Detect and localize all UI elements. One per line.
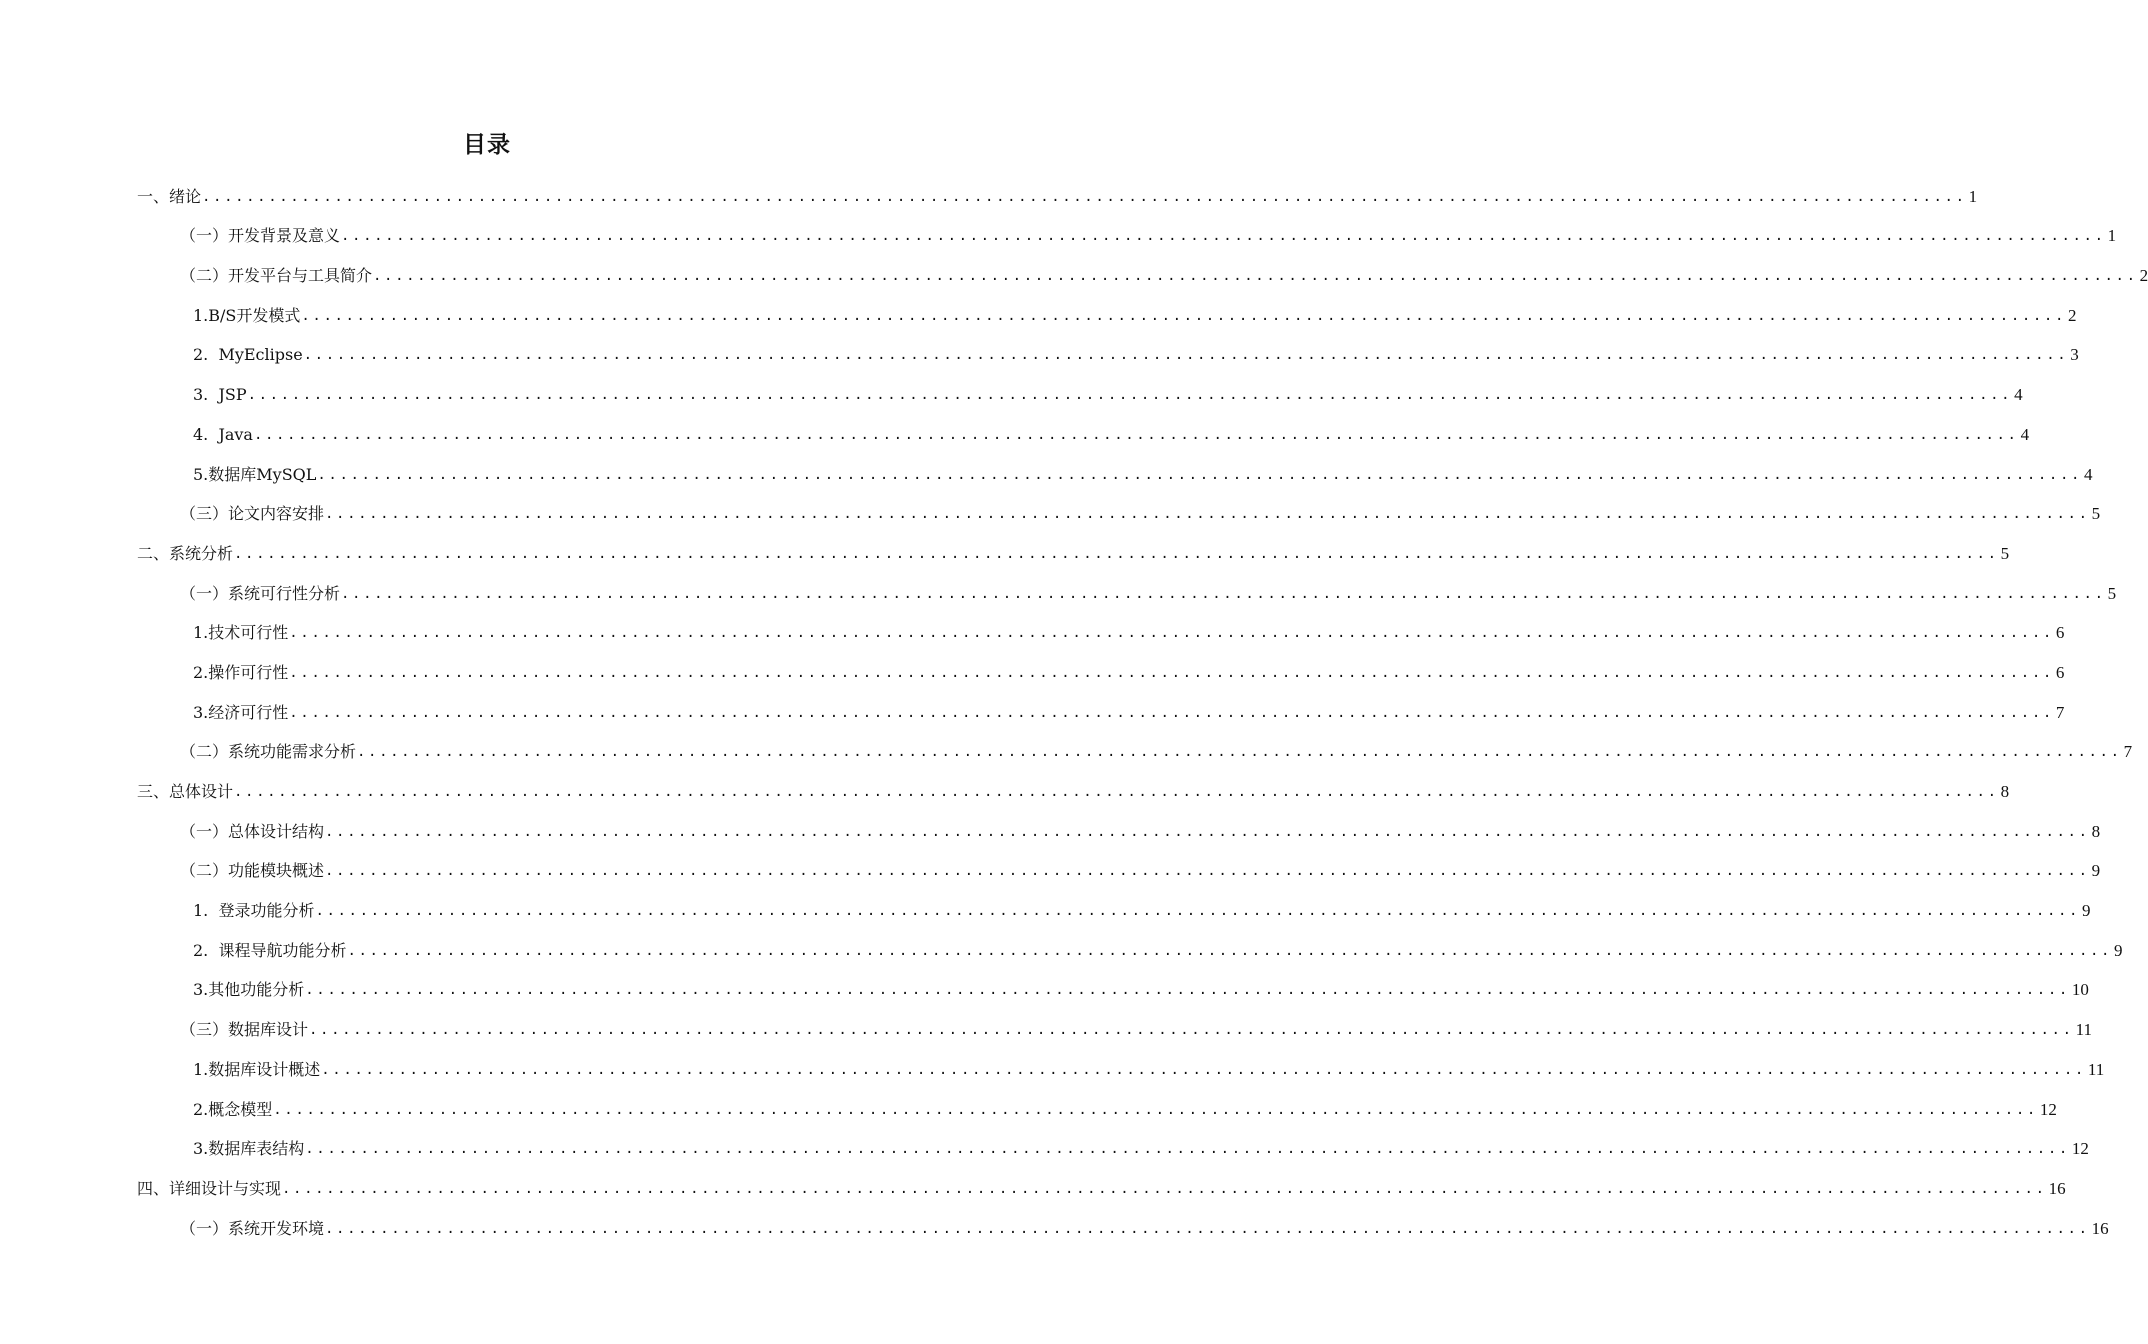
toc-entry[interactable] <box>0 802 2101 842</box>
toc-dot-leader: ................................................................................................................................................................ <box>247 387 2013 404</box>
toc-page-number: 8 <box>2091 821 2101 841</box>
toc-dot-leader: ................................................................................................................................................................ <box>321 1061 2086 1078</box>
toc-dot-leader: ................................................................................................................................................................ <box>315 903 2081 920</box>
toc-dot-leader: ................................................................................................................................................................ <box>303 347 2069 364</box>
toc-entry-text: （二）功能模块概述 <box>180 861 325 881</box>
toc-entry-text: （一）总体设计结构 <box>180 821 325 841</box>
toc-page-number: 11 <box>2087 1059 2105 1079</box>
toc-dot-leader: ................................................................................................................................................................ <box>305 982 2070 999</box>
toc-page-number: 11 <box>2075 1020 2092 1040</box>
toc-dot-leader: ................................................................................................................................................................ <box>373 268 2138 285</box>
toc-dot-leader: ................................................................................................................................................................ <box>289 664 2054 681</box>
toc-entry[interactable] <box>0 246 2148 286</box>
toc-page-number: 9 <box>2114 940 2123 960</box>
toc-dot-leader: ................................................................................................................................................................ <box>325 506 2090 523</box>
toc-entry[interactable] <box>0 961 2089 1001</box>
toc-entry-text: 3.其他功能分析 <box>193 980 305 1000</box>
toc-entry-text: 3. JSP <box>193 385 247 405</box>
toc-entry-text: 2. 课程导航功能分析 <box>193 940 347 960</box>
toc-page-number: 12 <box>2039 1099 2057 1119</box>
toc-page-number: 7 <box>2123 742 2133 762</box>
toc-dot-leader: ................................................................................................................................................................ <box>341 585 2106 602</box>
toc-entry[interactable] <box>0 167 1978 207</box>
toc-entry-text: 2. MyEclipse <box>193 345 303 365</box>
toc-entry-text: 4. Java <box>193 424 253 444</box>
toc-entry[interactable] <box>0 1040 2105 1080</box>
toc-dot-leader: ................................................................................................................................................................ <box>357 744 2122 761</box>
toc-entry[interactable] <box>0 921 2123 961</box>
toc-page-number: 16 <box>2048 1178 2066 1198</box>
toc-page-number: 1 <box>1968 186 1978 206</box>
toc-entry[interactable] <box>0 683 2065 723</box>
toc-dot-leader: ................................................................................................................................................................ <box>289 704 2054 721</box>
toc-entry-text: （三）论文内容安排 <box>180 504 325 524</box>
toc-page-number: 1 <box>2107 226 2117 246</box>
toc-entry[interactable] <box>0 881 2091 921</box>
toc-page-number: 12 <box>2071 1139 2089 1159</box>
toc-page-number: 5 <box>2107 583 2117 603</box>
toc-page-number: 4 <box>2014 385 2023 405</box>
toc-page-number: 4 <box>2084 464 2093 484</box>
toc-page-number: 5 <box>2091 504 2101 524</box>
toc-dot-leader: ................................................................................................................................................................ <box>317 466 2082 483</box>
toc-entry[interactable] <box>0 564 2117 604</box>
toc-entry-text: 四、详细设计与实现 <box>137 1178 282 1198</box>
toc-entry-text: 2.概念模型 <box>193 1099 273 1119</box>
toc-entry[interactable] <box>0 842 2101 882</box>
toc-entry[interactable] <box>0 1159 2066 1199</box>
toc-entry-text: （一）开发背景及意义 <box>180 226 341 246</box>
toc-entry-text: （三）数据库设计 <box>180 1020 309 1040</box>
toc-entry[interactable] <box>0 405 2030 445</box>
toc-entry-text: 1.B/S开发模式 <box>193 305 301 325</box>
toc-entry[interactable] <box>0 326 2079 366</box>
toc-entry-text: 1. 登录功能分析 <box>193 901 315 921</box>
toc-list <box>0 167 2148 1239</box>
toc-entry-text: （二）系统功能需求分析 <box>180 742 357 762</box>
toc-page-number: 7 <box>2055 702 2065 722</box>
toc-entry[interactable] <box>0 1000 2092 1040</box>
toc-entry[interactable] <box>0 762 2010 802</box>
toc-entry[interactable] <box>0 485 2101 525</box>
toc-entry[interactable] <box>0 604 2065 644</box>
toc-page-number: 16 <box>2091 1218 2109 1238</box>
toc-dot-leader: ................................................................................................................................................................ <box>234 784 1999 800</box>
toc-entry[interactable] <box>0 1120 2089 1160</box>
toc-dot-leader: ................................................................................................................................................................ <box>273 1101 2038 1118</box>
toc-page-number: 10 <box>2071 980 2089 1000</box>
toc-entry-text: 二、系统分析 <box>137 543 234 563</box>
toc-entry[interactable] <box>0 286 2077 326</box>
toc-page-number: 5 <box>2000 543 2010 563</box>
toc-dot-leader: ................................................................................................................................................................ <box>347 942 2113 959</box>
toc-entry[interactable] <box>0 365 2023 405</box>
toc-entry-text: （二）开发平台与工具简介 <box>180 266 373 286</box>
toc-dot-leader: ................................................................................................................................................................ <box>301 307 2066 324</box>
toc-entry[interactable] <box>0 524 2010 564</box>
toc-dot-leader: ................................................................................................................................................................ <box>202 188 1967 205</box>
toc-entry[interactable] <box>0 207 2117 247</box>
toc-dot-leader: ................................................................................................................................................................ <box>234 545 1999 562</box>
toc-title: 目录 <box>463 132 511 158</box>
toc-entry-text: 1.数据库设计概述 <box>193 1059 321 1079</box>
toc-dot-leader: ................................................................................................................................................................ <box>325 1220 2090 1237</box>
toc-page-number: 8 <box>2000 782 2010 801</box>
toc-entry[interactable] <box>0 1080 2057 1120</box>
toc-dot-leader: ................................................................................................................................................................ <box>289 625 2054 642</box>
toc-dot-leader: ................................................................................................................................................................ <box>341 228 2106 245</box>
toc-dot-leader: ................................................................................................................................................................ <box>309 1022 2074 1039</box>
toc-entry[interactable] <box>0 445 2093 485</box>
toc-page-number: 6 <box>2055 662 2065 682</box>
toc-dot-leader: ................................................................................................................................................................ <box>305 1141 2070 1158</box>
toc-dot-leader: ................................................................................................................................................................ <box>253 426 2019 443</box>
toc-dot-leader: ................................................................................................................................................................ <box>325 863 2090 880</box>
toc-page-number: 2 <box>2139 266 2148 286</box>
toc-entry-text: 一、绪论 <box>137 186 202 206</box>
toc-entry[interactable] <box>0 643 2065 683</box>
toc-entry-text: 1.技术可行性 <box>193 623 289 643</box>
toc-entry-text: 3.数据库表结构 <box>193 1139 305 1159</box>
toc-page-number: 2 <box>2067 305 2077 325</box>
toc-entry-text: 三、总体设计 <box>137 782 234 801</box>
toc-page-number: 4 <box>2020 424 2030 444</box>
toc-page-number: 9 <box>2091 861 2101 881</box>
toc-entry[interactable] <box>0 1199 2109 1239</box>
toc-page-number: 9 <box>2082 901 2091 921</box>
toc-entry-text: （一）系统可行性分析 <box>180 583 341 603</box>
toc-page-number: 3 <box>2070 345 2079 365</box>
toc-entry[interactable] <box>0 723 2133 763</box>
toc-entry-text: 2.操作可行性 <box>193 662 289 682</box>
toc-dot-leader: ................................................................................................................................................................ <box>282 1180 2047 1197</box>
toc-entry-text: 3.经济可行性 <box>193 702 289 722</box>
toc-page-number: 6 <box>2055 623 2065 643</box>
toc-dot-leader: ................................................................................................................................................................ <box>325 823 2090 840</box>
toc-entry-text: （一）系统开发环境 <box>180 1218 325 1238</box>
toc-entry-text: 5.数据库MySQL <box>193 464 317 484</box>
